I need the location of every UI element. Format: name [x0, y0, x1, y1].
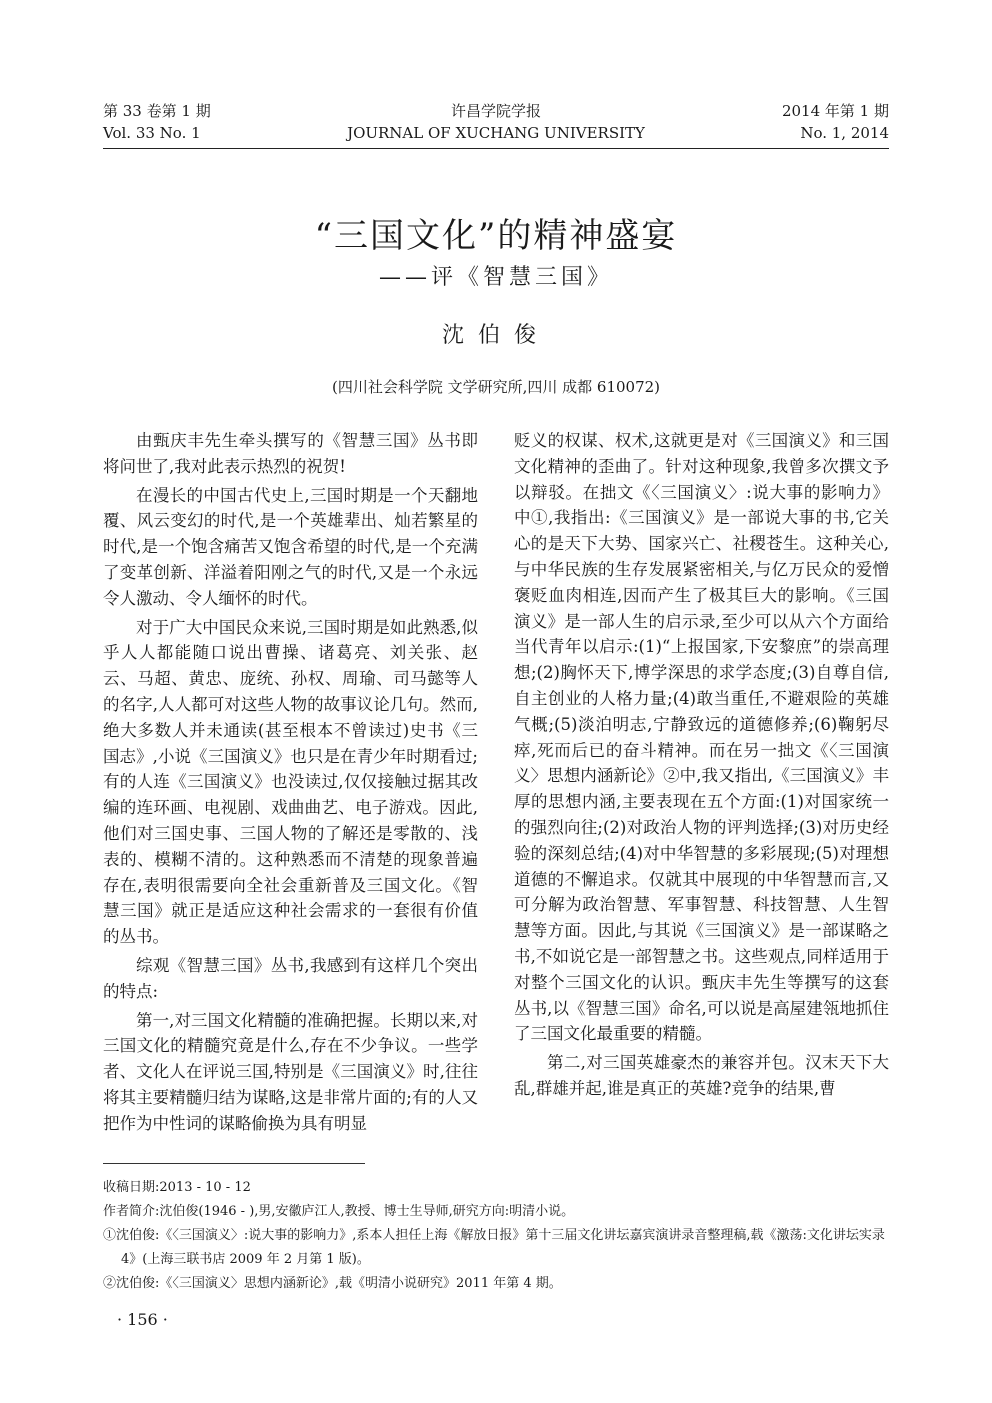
- header-journal-en: JOURNAL OF XUCHANG UNIVERSITY: [347, 124, 645, 142]
- header-journal-cn: 许昌学院学报: [450, 102, 541, 120]
- body-paragraph: 由甄庆丰先生牵头撰写的《智慧三国》丛书即将问世了,我对此表示热烈的祝贺!: [103, 431, 478, 476]
- body-paragraph: 在漫长的中国古代史上,三国时期是一个天翻地覆、风云变幻的时代,是一个英雄辈出、灿若繁星的时代,是一个饱含痛苦又饱含希望的时代,是一个充满了变革创新、洋溢着阳刚之气的时代,又是一个永远令人激动、令人缅怀的时代。: [103, 485, 478, 608]
- received-date: 收稿日期:2013 - 10 - 12: [103, 1180, 251, 1195]
- footnotes: [103, 1176, 889, 1296]
- page-number: · 156 ·: [117, 1310, 168, 1329]
- article-subtitle: ——评《智慧三国》: [378, 265, 613, 290]
- body-column-right: [514, 428, 889, 1105]
- body-paragraph: 对于广大中国民众来说,三国时期是如此熟悉,似乎人人都能随口说出曹操、诸葛亮、刘关张、赵云、马超、黄忠、庞统、孙权、周瑜、司马懿等人的名字,人人都可对这些人物的故事议论几句。然而,绝大多数人并未通读(甚至根本不曾读过)史书《三国志》,小说《三国演义》也只是在青少年时期看过;有的人连《三国演义》也没读过,仅仅接触过据其改编的连环画、电视剧、戏曲曲艺、电子游戏。因此,他们对三国史事、三国人物的了解还是零散的、浅表的、模糊不清的。这种熟悉而不清楚的现象普遍存在,表明很需要向全社会重新普及三国文化。《智慧三国》就正是适应这种社会需求的一套很有价值的丛书。: [103, 617, 478, 947]
- footnote-rule: [103, 1163, 365, 1164]
- body-paragraph: 第一,对三国文化精髓的准确把握。长期以来,对三国文化的精髓究竟是什么,存在不少争议。一些学者、文化人在评说三国,特别是《三国演义》时,往往将其主要精髓归结为谋略,这是非常片面的;有的人又把作为中性词的谋略偷换为具有明显: [103, 1010, 478, 1133]
- header-volume-en: Vol. 33 No. 1: [103, 124, 201, 142]
- header-issue-cn: 2014 年第 1 期: [781, 102, 889, 120]
- body-paragraph: 综观《智慧三国》丛书,我感到有这样几个突出的特点:: [103, 955, 478, 1001]
- header-volume-cn: 第 33 卷第 1 期: [103, 102, 211, 120]
- header-issue-en: No. 1, 2014: [800, 124, 889, 142]
- body-paragraph: 第二,对三国英雄豪杰的兼容并包。汉末天下大乱,群雄并起,谁是真正的英雄?竞争的结果,曹: [514, 1053, 889, 1098]
- header-rule: [103, 148, 889, 149]
- author-affiliation: (四川社会科学院 文学研究所,四川 成都 610072): [331, 378, 661, 396]
- author-bio: 作者简介:沈伯俊(1946 - ),男,安徽庐江人,教授、博士生导师,研究方向:明清小说。: [103, 1204, 575, 1219]
- article-title: “三国文化”的精神盛宴: [314, 216, 678, 256]
- header-journal: [103, 100, 889, 144]
- body-paragraph-continued: 贬义的权谋、权术,这就更是对《三国演义》和三国文化精神的歪曲了。针对这种现象,我曾多次撰文予以辩驳。在拙文《〈三国演义〉:说大事的影响力》中①,我指出:《三国演义》是一部说大事的书,它关心的是天下大势、国家兴亡、社稷苍生。这种关心,与中华民族的生存发展紧密相关,与亿万民众的爱憎褒贬血肉相连,因而产生了极其巨大的影响。《三国演义》是一部人生的启示录,至少可以从六个方面给当代青年以启示:(1)“上报国家,下安黎庶”的崇高理想;(2)胸怀天下,博学深思的求学态度;(3)自尊自信,自主创业的人格力量;(4)敢当重任,不避艰险的英雄气概;(5)淡泊明志,宁静致远的道德修养;(6)鞠躬尽瘁,死而后已的奋斗精神。而在另一拙文《〈三国演义〉思想内涵新论》②中,我又指出,《三国演义》丰厚的思想内涵,主要表现在五个方面:(1)对国家统一的强烈向往;(2)对政治人物的评判选择;(3)对历史经验的深刻总结;(4)对中华智慧的多彩展现;(5)对理想道德的不懈追求。仅就其中展现的中华智慧而言,又可分解为政治智慧、军事智慧、科技智慧、人生智慧等方面。因此,与其说《三国演义》是一部谋略之书,不如说它是一部智慧之书。这些观点,同样适用于对整个三国文化的认识。甄庆丰先生等撰写的这套丛书,以《智慧三国》命名,可以说是高屋建瓴地抓住了三国文化最重要的精髓。: [514, 431, 889, 1044]
- body-column-left: [103, 428, 478, 1140]
- footnote-1: ①沈伯俊:《〈三国演义〉:说大事的影响力》,系本人担任上海《解放日报》第十三届文化讲坛嘉宾演讲录音整理稿,载《激荡:文化讲坛实录 4》(上海三联书店 2009 年 2 月第 1 版)。: [103, 1228, 885, 1267]
- header-issue: [782, 100, 889, 144]
- footnote-2: ②沈伯俊:《〈三国演义〉思想内涵新论》,载《明清小说研究》2011 年第 4 期。: [103, 1276, 562, 1291]
- article-author: 沈伯俊: [441, 323, 550, 348]
